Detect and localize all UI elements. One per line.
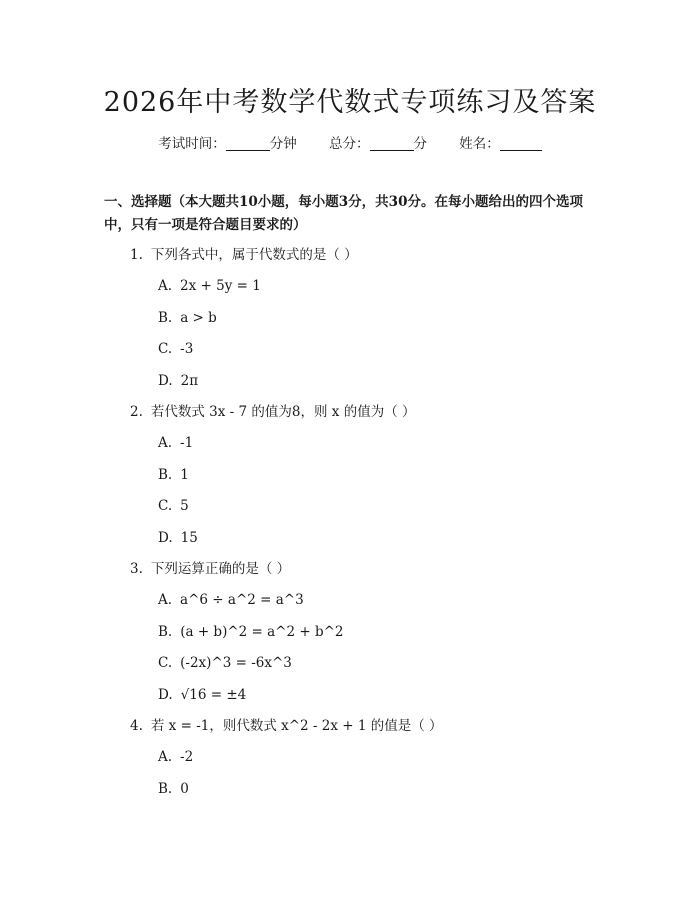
question-number: 1. [130,247,143,263]
option-letter: D. [158,686,173,703]
option-text: 1 [180,466,189,483]
answer-option [0,648,700,680]
total-score-blank [370,136,414,151]
option-letter: B. [158,309,173,326]
option-text: -1 [180,435,194,451]
answer-option [0,334,700,366]
option-text: √16 = ±4 [180,686,247,703]
option-text: (-2x)^3 = -6x^3 [180,655,292,671]
option-text: -3 [180,341,194,357]
answer-option [0,680,700,712]
option-text: a^6 ÷ a^2 = a^3 [180,592,304,608]
student-name-blank [500,136,542,151]
section-heading: 一、选择题（本大题共10小题，每小题3分，共30分。在每小题给出的四个选项中，只有一项是符合题目要求的） [104,194,583,233]
option-text: 15 [180,529,198,546]
option-text: a > b [180,309,217,326]
option-letter: A. [158,749,173,765]
answer-option [0,271,700,303]
option-letter: D. [158,529,173,546]
student-name-label: 姓名： [459,136,500,152]
total-score-field [329,132,427,152]
question-stem [0,240,700,271]
option-letter: B. [158,780,173,797]
answer-option [0,617,700,649]
answer-option [0,523,700,555]
option-text: 5 [180,498,189,514]
answer-option [0,366,700,398]
answer-option [0,428,700,460]
question-text: 下列各式中，属于代数式的是（ ） [150,247,358,263]
question-item [0,554,700,711]
question-item [0,397,700,554]
student-name-field [459,132,542,152]
option-letter: C. [158,498,173,514]
answer-option [0,460,700,492]
option-letter: C. [158,655,173,671]
option-letter: B. [158,466,173,483]
exam-time-field [158,132,297,152]
answer-option [0,742,700,774]
option-text: -2 [180,749,194,765]
question-number: 2. [130,404,143,420]
question-number: 4. [130,718,143,734]
answer-option [0,303,700,335]
option-text: 2π [180,372,199,389]
option-letter: D. [158,372,173,389]
option-text: (a + b)^2 = a^2 + b^2 [180,623,344,640]
question-list [0,240,700,805]
option-text: 2x + 5y = 1 [180,278,261,294]
exam-time-unit: 分钟 [269,136,297,152]
option-letter: C. [158,341,173,357]
answer-option [0,585,700,617]
total-score-unit: 分 [413,136,427,152]
exam-time-blank [226,136,270,151]
total-score-label: 总分： [329,136,370,152]
option-letter: B. [158,623,173,640]
answer-option [0,491,700,523]
question-stem [0,711,700,742]
question-number: 3. [130,561,143,577]
question-item [0,240,700,397]
question-text: 若代数式 3x - 7 的值为8，则 x 的值为（ ） [150,404,416,420]
exam-time-label: 考试时间： [158,136,226,152]
question-text: 下列运算正确的是（ ） [150,561,291,577]
question-stem [0,397,700,428]
question-stem [0,554,700,585]
exam-info-line [0,132,700,152]
option-text: 0 [180,780,189,797]
answer-option [0,774,700,806]
question-text: 若 x = -1，则代数式 x^2 - 2x + 1 的值是（ ） [150,718,443,734]
page-title: 2026年中考数学代数式专项练习及答案 [103,87,597,118]
option-letter: A. [158,435,173,451]
question-item [0,711,700,805]
option-letter: A. [158,592,173,608]
option-letter: A. [158,278,173,294]
